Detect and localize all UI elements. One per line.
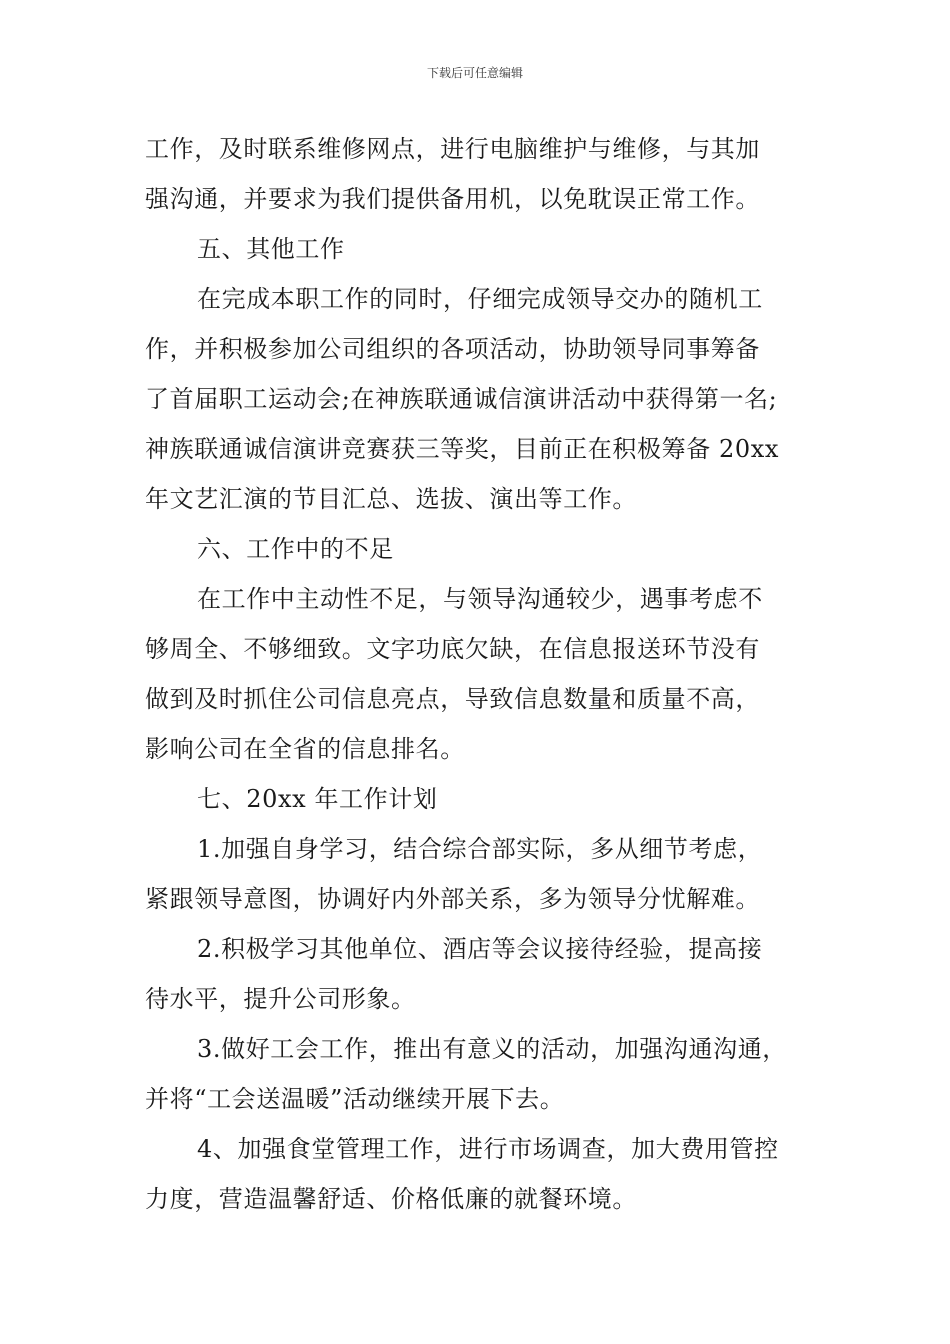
text-line: 紧跟领导意图，协调好内外部关系，多为领导分忧解难。	[145, 885, 760, 913]
text-line: 并将“工会送温暖”活动继续开展下去。	[145, 1085, 565, 1113]
text-line: 神族联通诚信演讲竞赛获三等奖，目前正在积极筹备 20xx	[145, 435, 780, 463]
section-heading: 七、20xx 年工作计划	[197, 785, 438, 813]
plan-item-line: 3.做好工会工作，推出有意义的活动，加强沟通沟通，	[197, 1035, 787, 1063]
text-line: 工作，及时联系维修网点，进行电脑维护与维修，与其加	[145, 135, 760, 163]
text-line: 影响公司在全省的信息排名。	[145, 735, 465, 763]
plan-item-line: 4、加强食堂管理工作，进行市场调查，加大费用管控	[197, 1135, 779, 1163]
text-line: 力度，营造温馨舒适、价格低廉的就餐环境。	[145, 1185, 637, 1213]
text-line: 了首届职工运动会;在神族联通诚信演讲活动中获得第一名;	[145, 385, 778, 413]
text-line: 年文艺汇演的节目汇总、选拔、演出等工作。	[145, 485, 637, 513]
plan-item-line: 2.积极学习其他单位、酒店等会议接待经验，提高接	[197, 935, 763, 963]
text-line: 做到及时抓住公司信息亮点，导致信息数量和质量不高，	[145, 685, 760, 713]
section-heading: 六、工作中的不足	[197, 535, 394, 563]
page-header-note: 下载后可任意编辑	[426, 66, 523, 80]
text-line: 强沟通，并要求为我们提供备用机，以免耽误正常工作。	[145, 185, 760, 213]
text-line: 在完成本职工作的同时，仔细完成领导交办的随机工	[197, 285, 763, 313]
plan-item-line: 1.加强自身学习，结合综合部实际，多从细节考虑，	[197, 835, 763, 863]
text-line: 够周全、不够细致。文字功底欠缺，在信息报送环节没有	[145, 635, 760, 663]
text-line: 待水平，提升公司形象。	[145, 985, 416, 1013]
document-body	[145, 124, 810, 1224]
text-line: 在工作中主动性不足，与领导沟通较少，遇事考虑不	[197, 585, 763, 613]
section-heading: 五、其他工作	[197, 235, 345, 263]
text-line: 作，并积极参加公司组织的各项活动，协助领导同事筹备	[145, 335, 760, 363]
